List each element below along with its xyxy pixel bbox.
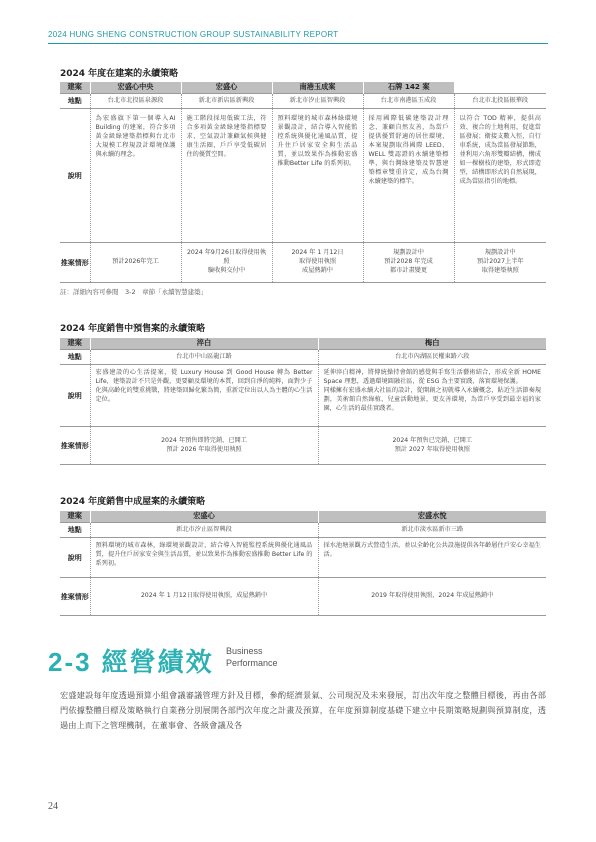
col-header-project: 建案 [60, 338, 90, 350]
row-label-description: 說明 [60, 109, 90, 243]
description-cell: 預料環境的城市森林，綠環境景觀設計，結合導入智能監控系統與優化通風品質，提升住戶居家安全與生活品質，並以致果作為推動宏盛推動 Better Life 的系列初。 [90, 538, 318, 578]
row-label-description: 說明 [60, 538, 90, 578]
location-cell: 台北市北投區振華段 [454, 94, 546, 109]
status-cell: 2024 年 1 月12日 取得使用執照 成屋熱銷中 [272, 243, 363, 283]
section-title-en-line1: Business [226, 646, 263, 656]
description-cell: 宏盛建設的心生活提案，從 Luxury House 到 Good House 轉為 Better Life，建築設計不只是外觀，更要顧及環境的本質，回到自淨的純粹，面對少子化與高齡化的雙重挑戰，將建築回歸化繁為簡，重新定位出以人為主體的心生活定位。 [90, 365, 318, 427]
section-title-en-line2: Performance [226, 658, 278, 669]
location-cell: 新北市汐止區智興段 [272, 94, 363, 109]
col-header-project-4: 石牌 142 案 [363, 82, 454, 94]
status-cell: 規劃設計中 預計2028 年完成 都市計畫變更 [363, 243, 454, 283]
row-label-location: 地點 [60, 350, 90, 365]
description-cell: 採水池塘景觀方式營造生活，並以全齡化公共設施提供各年齡層住戶安心幸福生活。 [318, 538, 546, 578]
table-presale [60, 338, 546, 465]
col-header-project-2: 宏盛心 [181, 82, 272, 94]
col-header-project-1: 宏盛心中央 [90, 82, 181, 94]
location-cell: 新北市汐止區智興段 [90, 523, 318, 538]
location-cell: 台北市內湖區民權東路六段 [318, 350, 546, 365]
table-row-description [60, 365, 546, 427]
location-cell: 新北市淡水區新市三路 [318, 523, 546, 538]
section-number: 2-3 [48, 647, 92, 677]
table-completed [60, 511, 546, 616]
col-header-project: 建案 [60, 82, 90, 94]
row-label-status: 推案情形 [60, 243, 90, 283]
status-cell: 2024 年 1 月12日取得使用執照，成屋熱銷中 [90, 578, 318, 616]
table-row-description [60, 109, 546, 243]
col-header-project-3: 南港玉成案 [272, 82, 363, 94]
header-rule [48, 43, 548, 44]
description-cell: 延伸淬白精神，將傳統操持會館的感覺與手寫生活藝術結合，形成全新 HOME Space 理想，透過環境圓融社區，從 ESG 為主要實踐，落實環境保護。 同樣擁有宏盛永續大社區的設計，從開創之初就導入永續概念，貼近生活節奏規劃，美術館自然綠植，兒童活動地景，更友善環境，為當戶享受到最幸福的家園，心生活的最佳實踐者。 [318, 365, 546, 427]
location-cell: 新北市新店區新興段 [181, 94, 272, 109]
table-footnote: 註：詳細內容可參閱 3-2 章節「永續智慧建築」 [60, 288, 208, 296]
status-cell: 預計2026年完工 [90, 243, 181, 283]
status-cell: 2019 年取得使用執照，2024 年成屋熱銷中 [318, 578, 546, 616]
location-cell: 台北市北投區泉源段 [90, 94, 181, 109]
status-cell: 規劃設計中 預計2027上半年 取得建築執照 [454, 243, 546, 283]
table-header-row [60, 82, 546, 94]
section-title-presale: 2024 年度銷售中預售案的永續策略 [60, 324, 206, 334]
row-label-location: 地點 [60, 523, 90, 538]
table-row-status [60, 578, 546, 616]
col-header-project-1: 淬白 [90, 338, 318, 350]
section-title-en [226, 645, 278, 669]
col-header-project-2: 宏盛水悅 [318, 511, 546, 523]
section-title-in-construction: 2024 年度在建案的永續策略 [60, 69, 179, 79]
location-cell: 台北市中山區龍江路 [90, 350, 318, 365]
table-in-construction [60, 82, 546, 283]
row-label-status: 推案情形 [60, 578, 90, 616]
report-header-text: 2024 HUNG SHENG CONSTRUCTION GROUP SUSTAINABILITY REPORT [48, 30, 339, 39]
table-row-location [60, 350, 546, 365]
location-cell: 台北市南港區玉成段 [363, 94, 454, 109]
col-header-project-2: 梅白 [318, 338, 546, 350]
report-header [48, 30, 338, 39]
description-cell: 施工階段採用低碳工法，符合多項黃金級綠建築指標要求，空氣設計兼顧氣候與健康生活圈，戶戶享受低碳居住的優質空間。 [181, 109, 272, 243]
description-cell: 採用國際低碳建築設計理念，兼顧自然友善，為當戶提供優質舒適的居住環境，本案規劃取得國際 LEED、WELL 雙認證的永續建築標準，與台灣綠建築及智慧建築標章雙重肯定，成為台灣永續建築的標竿。 [363, 109, 454, 243]
description-cell: 以符合 TOD 精神，提供高效、複合的土地利用，促進當區發展；衛接支數入徑，自行車系統，成為當區發展節點，並利用六角形雙瓣結構，構成如一棵樹枝的建築，形式即造型，結構即形式的自然展現，成為當區指引的地標。 [454, 109, 546, 243]
status-cell: 2024 年9月26日取得使用執照 驗收與交付中 [181, 243, 272, 283]
table-row-location [60, 523, 546, 538]
table-header-row [60, 511, 546, 523]
col-header-project-1: 宏盛心 [90, 511, 318, 523]
section-heading [48, 642, 214, 679]
table-row-status [60, 243, 546, 283]
page-number: 24 [48, 801, 58, 812]
table-row-description [60, 538, 546, 578]
section-title-zh: 經營績效 [101, 648, 214, 678]
description-cell: 預料環境的城市森林綠環境景觀設計，結合導入智能監控系統與優化通風品質，提升住戶居家安全與生活品質，並以致果作為推動宏盛推動Better Life 的系列初。 [272, 109, 363, 243]
section-title-completed: 2024 年度銷售中成屋案的永續策略 [60, 497, 206, 507]
status-cell: 2024 年預售已完銷，已開工 預計 2027 年取得使用執照 [318, 427, 546, 465]
table-row-location [60, 94, 546, 109]
description-cell: 為宏盛旗下第一個導入AI Building 的建案，符合多項黃金級綠建築指標與台北市大規模工程規設計環境保護與永續的理念。 [90, 109, 181, 243]
row-label-location: 地點 [60, 94, 90, 109]
status-cell: 2024 年預售即將完銷，已開工 預計 2026 年取得使用執照 [90, 427, 318, 465]
row-label-description: 說明 [60, 365, 90, 427]
row-label-status: 推案情形 [60, 427, 90, 465]
body-paragraph: 宏盛建設每年度透過預算小組會議審議管理方針及目標，參酌經濟景氣、公司現況及未來發展，訂出次年度之整體目標後，再由各部門依據整體目標及策略執行自業務分別展開各部門次年度之計畫及預算，在年度預算制度基礎下建立中長期策略規劃與預算制度，透過由上而下之管理機制，在董事會、各級會議及各 [60, 690, 546, 731]
table-header-row [60, 338, 546, 350]
col-header-project: 建案 [60, 511, 90, 523]
table-row-status [60, 427, 546, 465]
